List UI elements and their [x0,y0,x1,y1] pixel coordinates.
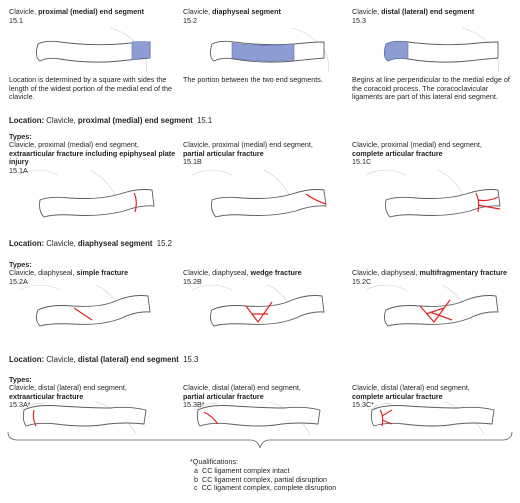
location-plain: Clavicle, [44,116,78,125]
type-desc: Clavicle, distal (lateral) end segment, [183,383,301,392]
segment-15-3-description: Begins at line perpendicular to the medial edge of the coracoid process. The coracoclavicular ligaments are part of this lateral end segment. [352,75,510,102]
type-name: simple fracture [76,268,129,277]
type-desc: Clavicle, proximal (medial) end segment, [9,140,139,149]
segment-code: 15.1 [9,15,23,25]
type-desc: Clavicle, distal (lateral) end segment, [352,383,470,392]
clavicle-15-1B-illustration [192,170,326,217]
clavicle-15-1-illustration [36,28,150,72]
segment-label: Clavicle, [9,7,39,16]
clavicle-15-2A-illustration [20,285,150,326]
qualification-letter: a [194,465,198,475]
location-code: 15.2 [156,239,172,248]
type-name: wedge fracture [250,268,302,277]
type-code: 15.2B [183,276,202,286]
type-15-1A [9,141,179,175]
qualification-text: CC ligament complex, complete disruption [201,483,337,493]
type-15-3C [352,384,518,410]
type-15-2C [352,269,518,286]
type-code: 15.3B* [183,400,205,410]
type-15-2B [183,269,351,286]
location-label: Location: [9,239,45,248]
type-15-1B [183,141,351,167]
segment-label-bold: distal (lateral) end segment [381,7,475,16]
type-15-1C [352,141,518,167]
type-code: 15.3A* [9,400,31,410]
type-name: multifragmentary fracture [419,268,508,277]
type-name: extraarticular fracture [9,391,84,401]
type-name: extraarticular fracture including epiphyseal plate injury [9,148,176,167]
type-name: complete articular fracture [352,391,443,401]
location-plain: Clavicle, [44,355,78,364]
types-label: Types: [9,260,32,269]
types-label: Types: [9,375,32,384]
segment-label-bold: diaphyseal segment [212,7,281,16]
segment-15-2-description: The portion between the two end segments. [183,75,323,84]
type-desc: Clavicle, proximal (medial) end segment, [183,140,313,149]
location-bold: proximal (medial) end segment [77,116,193,125]
location-label: Location: [9,116,45,125]
type-code: 15.1A [9,165,28,175]
clavicle-15-2-illustration [210,28,328,72]
type-code: 15.2A [9,276,28,286]
clavicle-15-2B-illustration [192,285,324,326]
segment-code: 15.2 [183,15,197,25]
type-desc: Clavicle, proximal (medial) end segment, [352,140,482,149]
type-code: 15.1C [352,157,372,167]
segment-code: 15.3 [352,15,366,25]
type-name: complete articular fracture [352,148,443,158]
qualification-text: CC ligament complex, partial disruption [202,474,328,484]
qualification-c [190,484,390,493]
location-bold: diaphyseal segment [77,239,153,248]
qualification-text: CC ligament complex intact [202,465,290,475]
clavicle-15-2C-illustration [366,285,498,326]
segment-label: Clavicle, [352,7,382,16]
location-bold: distal (lateral) end segment [77,355,179,364]
type-name: partial articular fracture [183,148,264,158]
qualifications-title: *Qualifications: [190,457,238,466]
clavicle-15-1A-illustration [18,170,154,217]
section-location-15-1 [9,116,509,125]
type-desc: Clavicle, diaphyseal, [352,268,420,277]
segment-label-bold: proximal (medial) end segment [38,7,145,16]
type-desc: Clavicle, distal (lateral) end segment, [9,383,127,392]
grouping-brace [8,432,512,448]
type-15-3A [9,384,179,410]
qualification-letter: b [194,474,198,484]
qualifications-box [190,458,390,493]
type-name: partial articular fracture [183,391,264,401]
type-code: 15.3C* [352,400,374,410]
type-desc: Clavicle, diaphyseal, [183,268,251,277]
segment-15-1-description: Location is determined by a square with sides the length of the widest portion of the medial end of the clavicle. [9,75,173,102]
segment-label: Clavicle, [183,7,213,16]
location-label: Location: [9,355,45,364]
type-code: 15.2C [352,276,372,286]
location-plain: Clavicle, [44,239,78,248]
location-code: 15.1 [197,116,213,125]
location-code: 15.3 [183,355,199,364]
types-label: Types: [9,132,32,141]
clavicle-15-3-illustration [384,28,498,72]
type-15-2A [9,269,179,286]
type-15-3B [183,384,351,410]
section-location-15-3 [9,355,509,364]
segment-15-2-title [183,8,343,25]
type-code: 15.1B [183,157,202,167]
clavicle-15-1C-illustration [366,170,500,217]
qualification-letter: c [194,483,198,493]
section-location-15-2 [9,239,509,248]
type-desc: Clavicle, diaphyseal, [9,268,77,277]
segment-15-3-title [352,8,517,25]
